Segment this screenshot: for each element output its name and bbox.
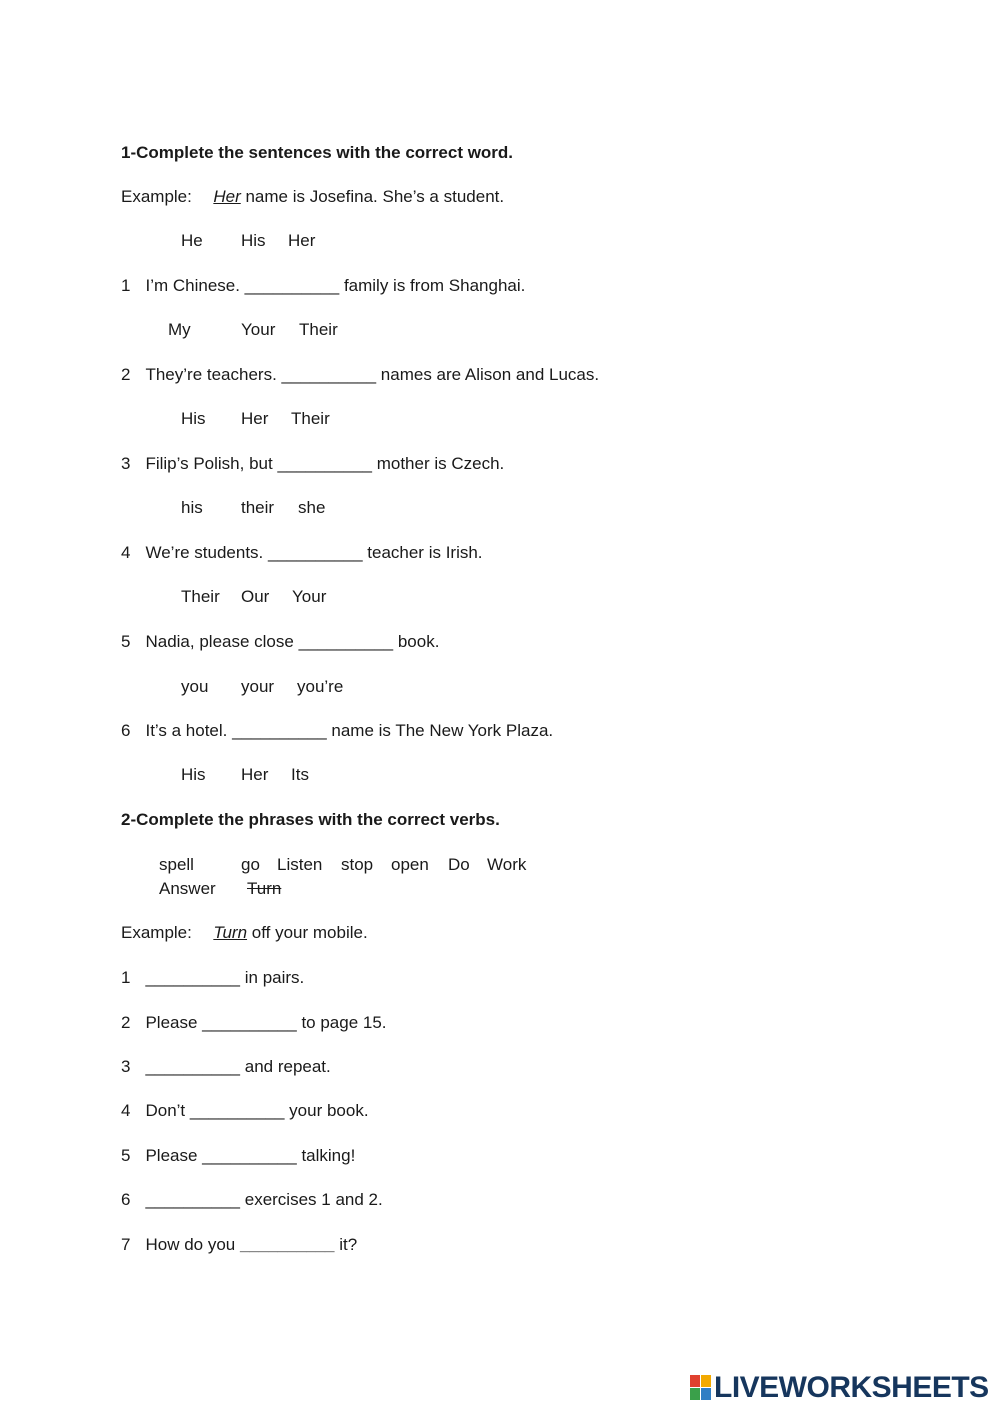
option[interactable]: Their [181,587,220,606]
option[interactable]: He [181,231,203,250]
option[interactable]: you [181,677,209,696]
item-text-before: Filip’s Polish, but [145,454,278,473]
word-bank-word[interactable]: go [241,855,260,874]
word-bank-word-used: Turn [247,879,282,898]
section2-title: 2-Complete the phrases with the correct verbs. [121,810,500,829]
item-number: 1 [121,276,131,295]
section1-item-5 [121,632,439,652]
option[interactable]: your [241,677,275,696]
brand-name: LIVEWORKSHEETS [714,1371,989,1404]
item-text-after: mother is Czech. [371,454,505,473]
item-number: 2 [121,1013,131,1032]
word-bank-word[interactable]: Do [448,855,470,874]
option[interactable]: Her [241,765,269,784]
item-number: 2 [121,365,131,384]
item-number: 5 [121,1146,131,1165]
section1-item-2 [121,365,599,385]
item-text-after: talking! [296,1146,356,1165]
word-bank-word[interactable]: spell [159,855,194,874]
item-text-after: to page 15. [296,1013,387,1032]
section1-item-4 [121,543,483,563]
word-bank-word[interactable]: Answer [159,879,216,898]
item-text-after: and repeat. [240,1057,331,1076]
section2-item-5 [121,1146,355,1166]
item-text-before: Please [145,1013,203,1032]
item-number: 4 [121,543,131,562]
example-rest: name is Josefina. She’s a student. [240,187,505,206]
section2-item-1 [121,968,304,988]
answer-blank[interactable]: __________ [145,1057,241,1076]
option[interactable]: she [298,498,326,517]
section1-title: 1-Complete the sentences with the correct word. [121,143,514,162]
section1-item-3 [121,454,504,474]
option[interactable]: Their [291,409,330,428]
section2-item-3 [121,1057,331,1077]
option[interactable]: their [241,498,275,517]
section1-example [121,187,504,207]
option[interactable]: His [181,409,206,428]
section2-item-6 [121,1190,383,1210]
answer-blank[interactable]: __________ [189,1101,285,1120]
item-text-after: it? [334,1235,358,1254]
answer-blank[interactable]: __________ [145,968,241,987]
section2-item-4 [121,1101,369,1121]
answer-blank[interactable]: __________ [277,454,372,473]
item-text-before: I’m Chinese. [145,276,245,295]
item-text-after: family is from Shanghai. [339,276,526,295]
word-bank-word[interactable]: Work [487,855,527,874]
item-text-after: your book. [284,1101,369,1120]
item-text-after: teacher is Irish. [362,543,483,562]
word-bank-word[interactable]: open [391,855,429,874]
liveworksheets-logo [690,1372,989,1404]
option[interactable]: Her [241,409,269,428]
word-bank-word[interactable]: stop [341,855,374,874]
answer-blank[interactable]: __________ [268,543,363,562]
logo-mark-icon [690,1375,712,1401]
section2-example [121,923,368,943]
answer-blank[interactable]: __________ [145,1190,241,1209]
item-number: 5 [121,632,131,651]
item-text-before: It’s a hotel. [145,721,233,740]
item-text-before: Don’t [145,1101,190,1120]
option[interactable]: his [181,498,203,517]
option[interactable]: Your [292,587,327,606]
example-rest: off your mobile. [247,923,368,942]
item-text-before: They’re teachers. [145,365,282,384]
option[interactable]: My [168,320,191,339]
word-bank-word[interactable]: Listen [277,855,323,874]
item-text-after: names are Alison and Lucas. [376,365,600,384]
item-number: 4 [121,1101,131,1120]
item-text-after: book. [393,632,440,651]
option[interactable]: His [241,231,266,250]
example-label: Example: [121,923,192,942]
option[interactable]: Its [291,765,309,784]
item-text-before: We’re students. [145,543,268,562]
answer-blank[interactable]: __________ [281,365,377,384]
item-text-after: in pairs. [240,968,305,987]
example-label: Example: [121,187,192,206]
item-number: 3 [121,1057,131,1076]
answer-blank[interactable]: __________ [244,276,340,295]
section2-item-2 [121,1013,387,1033]
item-text-before: How do you [145,1235,240,1254]
answer-blank[interactable]: __________ [202,1013,297,1032]
option[interactable]: Our [241,587,270,606]
section2-item-7 [121,1235,357,1255]
option[interactable]: Her [288,231,316,250]
option[interactable]: Their [299,320,338,339]
answer-blank[interactable]: __________ [298,632,394,651]
answer-blank[interactable]: __________ [232,721,327,740]
answer-blank[interactable]: __________ [202,1146,297,1165]
item-number: 6 [121,1190,131,1209]
option[interactable]: Your [241,320,276,339]
example-answer: Her [213,187,241,206]
item-text-before: Nadia, please close [145,632,299,651]
option[interactable]: you’re [297,677,344,696]
section1-item-6 [121,721,553,741]
item-text-before: Please [145,1146,203,1165]
answer-blank[interactable]: __________ [239,1235,335,1254]
option[interactable]: His [181,765,206,784]
item-number: 7 [121,1235,131,1254]
item-number: 6 [121,721,131,740]
item-number: 3 [121,454,131,473]
item-number: 1 [121,968,131,987]
section1-item-1 [121,276,525,296]
item-text-after: exercises 1 and 2. [240,1190,383,1209]
example-answer: Turn [213,923,248,942]
item-text-after: name is The New York Plaza. [326,721,554,740]
